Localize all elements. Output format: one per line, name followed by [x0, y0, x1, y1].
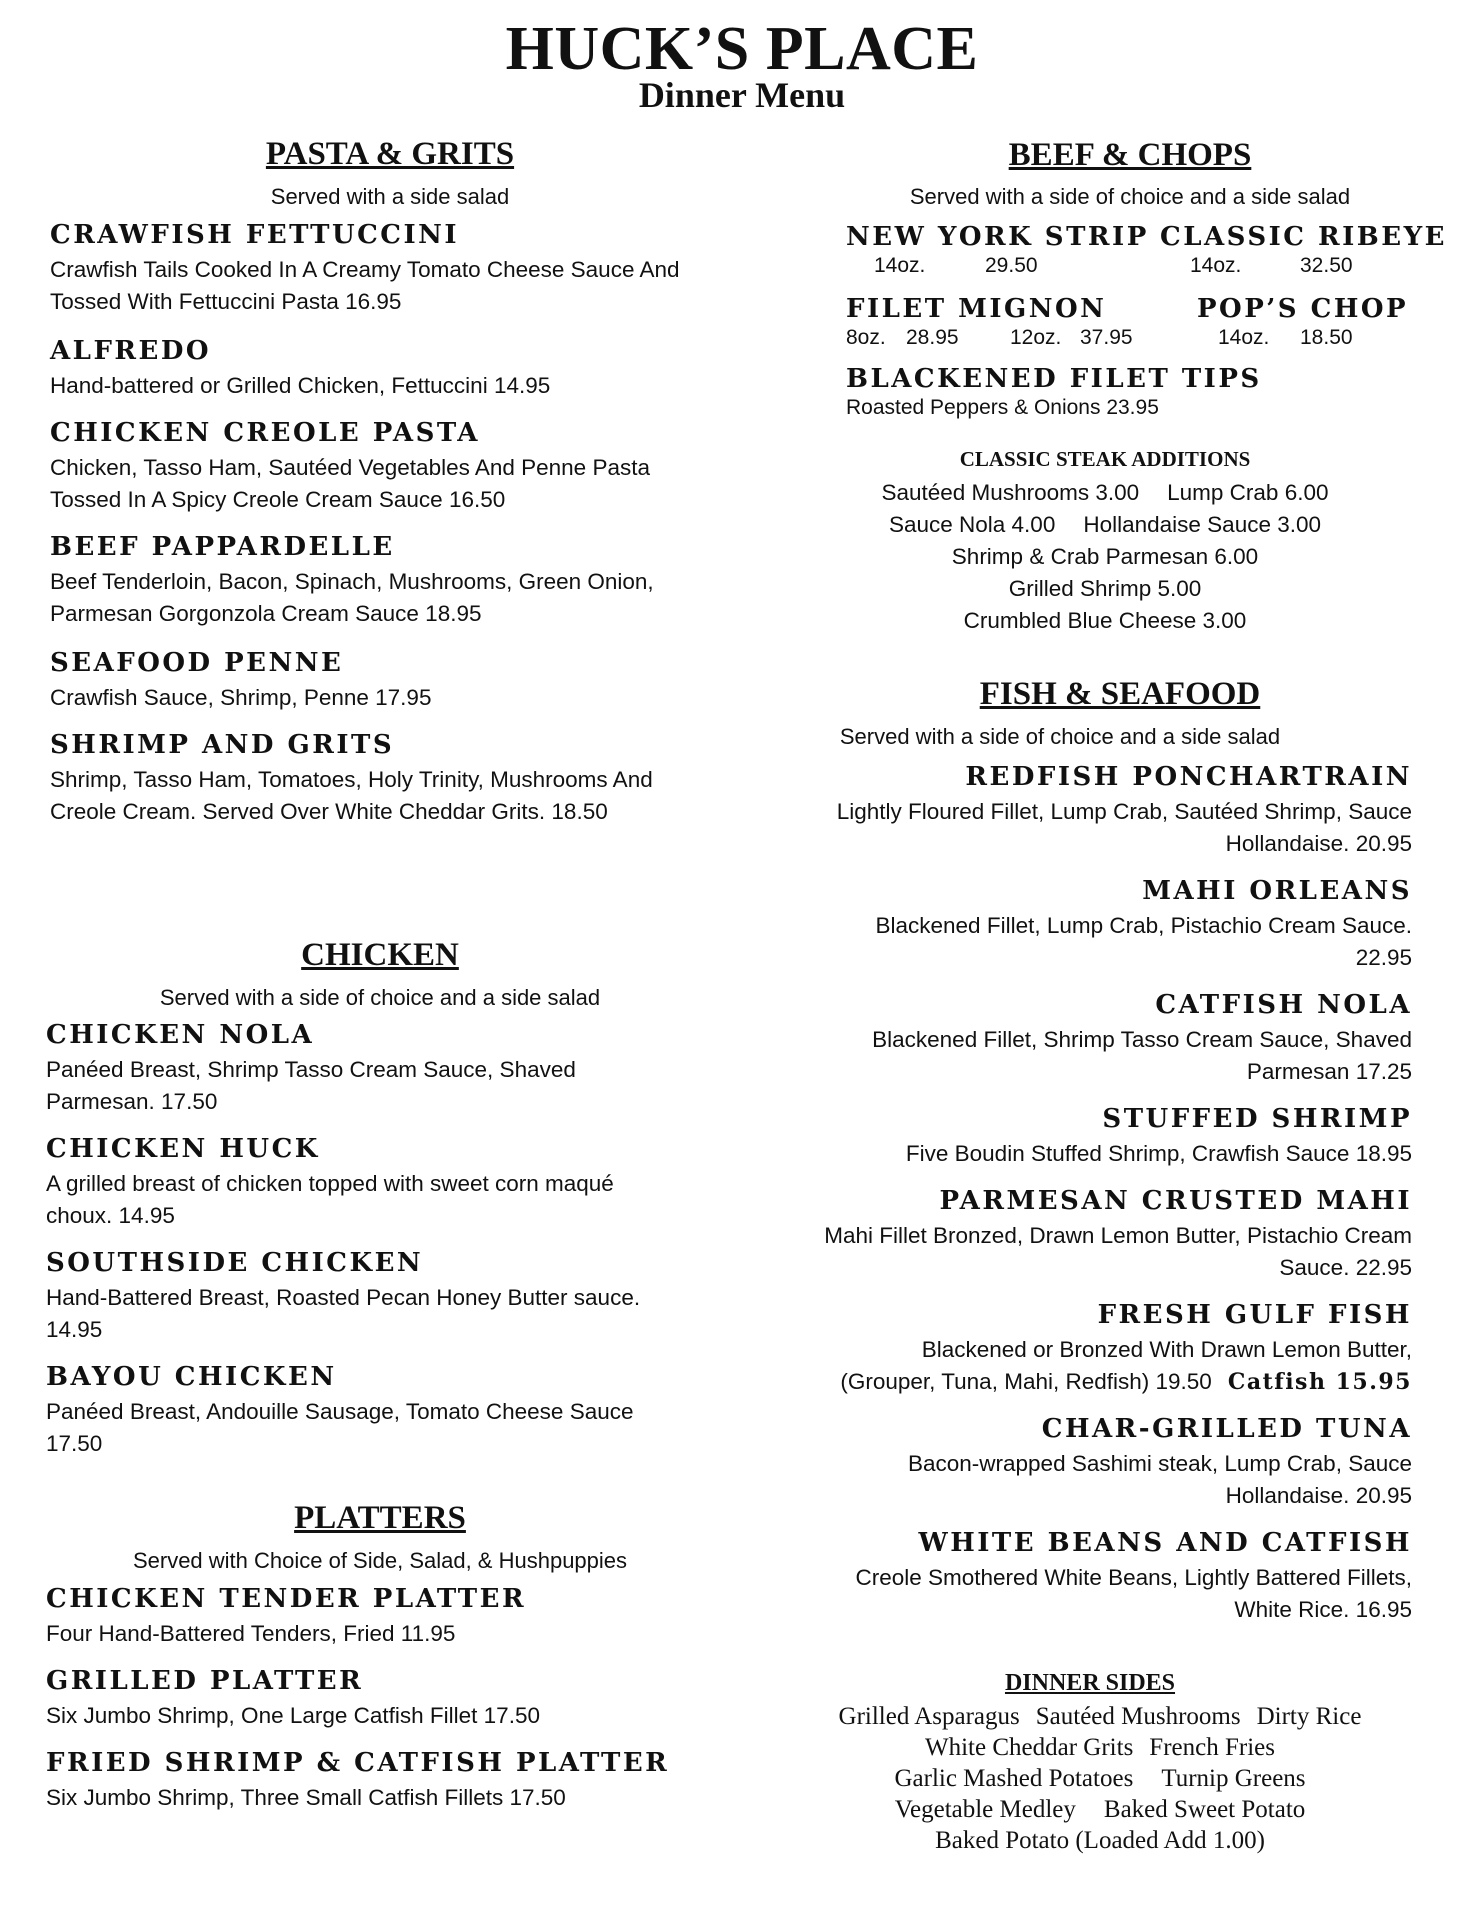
additions-row [780, 512, 1430, 538]
menu-item-desc: Tossed In A Spicy Creole Cream Sauce 16.50 [50, 487, 506, 512]
menu-item-desc: Sauce. 22.95 [1279, 1255, 1412, 1280]
platters-heading: PLATTERS [294, 1500, 466, 1536]
menu-item-desc: Beef Tenderloin, Bacon, Spinach, Mushrooms, Green Onion, [50, 569, 654, 594]
side-item: French Fries [1149, 1734, 1275, 1761]
menu-item-desc: Chicken, Tasso Ham, Sautéed Vegetables And Penne Pasta [50, 455, 650, 480]
menu-item-name: CHAR-GRILLED TUNA [1041, 1414, 1412, 1444]
sides-row [780, 1703, 1420, 1731]
menu-item-name: MAHI ORLEANS [1142, 876, 1412, 906]
sides-row [780, 1765, 1420, 1793]
menu-item-desc: Blackened Fillet, Shrimp Tasso Cream Sauce, Shaved [872, 1027, 1412, 1052]
menu-item-desc: Shrimp, Tasso Ham, Tomatoes, Holy Trinity, Mushrooms And [50, 767, 653, 792]
side-item: Turnip Greens [1161, 1765, 1306, 1792]
menu-item-desc: Creole Smothered White Beans, Lightly Battered Fillets, [855, 1565, 1412, 1590]
steak-price: 28.95 [906, 326, 959, 349]
side-item: Baked Potato (Loaded Add 1.00) [935, 1827, 1265, 1854]
menu-item-name: BEEF PAPPARDELLE [50, 532, 395, 562]
menu-item-name: BAYOU CHICKEN [46, 1362, 337, 1392]
addition-item: Hollandaise Sauce 3.00 [1083, 512, 1322, 537]
menu-item-desc: Crawfish Sauce, Shrimp, Penne 17.95 [50, 685, 432, 710]
addition-item: Sautéed Mushrooms 3.00 [881, 480, 1140, 505]
steak-size: 8oz. [846, 326, 886, 349]
menu-item-desc: Six Jumbo Shrimp, Three Small Catfish Fillets 17.50 [46, 1785, 566, 1810]
additions-row [780, 480, 1430, 506]
side-item: Baked Sweet Potato [1103, 1796, 1306, 1823]
menu-item-name: PARMESAN CRUSTED MAHI [939, 1186, 1412, 1216]
addition-item: Crumbled Blue Cheese 3.00 [963, 608, 1247, 633]
addition-item: Sauce Nola 4.00 [888, 512, 1056, 537]
side-item: Vegetable Medley [894, 1796, 1076, 1823]
menu-item-desc: 17.50 [46, 1431, 103, 1456]
steak-size: 14oz. [874, 254, 926, 277]
menu-item-name: WHITE BEANS AND CATFISH [918, 1528, 1412, 1558]
steak-price: 32.50 [1300, 254, 1353, 277]
menu-item-name: CRAWFISH FETTUCCINI [50, 220, 460, 250]
chicken-heading: CHICKEN [301, 937, 459, 973]
menu-item-name: CHICKEN CREOLE PASTA [50, 418, 480, 448]
menu-item-desc: 22.95 [1355, 945, 1412, 970]
sides-heading: DINNER SIDES [1004, 1670, 1176, 1696]
addition-item: Grilled Shrimp 5.00 [1008, 576, 1202, 601]
platters-subheading: Served with Choice of Side, Salad, & Hushpuppies [132, 1548, 628, 1573]
side-item: Garlic Mashed Potatoes [894, 1765, 1134, 1792]
menu-subtitle: Dinner Menu [638, 75, 846, 115]
menu-item-desc: Parmesan 17.25 [1246, 1059, 1412, 1084]
menu-item-desc: Four Hand-Battered Tenders, Fried 11.95 [46, 1621, 456, 1646]
menu-item-desc: Creole Cream. Served Over White Cheddar Grits. 18.50 [50, 799, 608, 824]
steak-name-ny-strip: NEW YORK STRIP [846, 222, 1149, 252]
side-item: White Cheddar Grits [925, 1734, 1134, 1761]
menu-item-desc: Blackened Fillet, Lump Crab, Pistachio Cream Sauce. [875, 913, 1412, 938]
beef-subheading: Served with a side of choice and a side salad [909, 184, 1351, 209]
menu-item-desc: 14.95 [46, 1317, 103, 1342]
additions-heading: CLASSIC STEAK ADDITIONS [959, 447, 1251, 471]
menu-item-desc: (Grouper, Tuna, Mahi, Redfish) 19.50 [840, 1369, 1212, 1394]
menu-item-desc: Blackened or Bronzed With Drawn Lemon Butter, [921, 1337, 1412, 1362]
catfish-price: Catfish 15.95 [1227, 1369, 1412, 1395]
menu-item-desc: Bacon-wrapped Sashimi steak, Lump Crab, Sauce [907, 1451, 1412, 1476]
menu-item-desc: choux. 14.95 [46, 1203, 175, 1228]
menu-item-name: SEAFOOD PENNE [50, 648, 344, 678]
menu-item-name: GRILLED PLATTER [46, 1666, 364, 1696]
menu-item-name: SHRIMP AND GRITS [50, 730, 395, 760]
fish-heading: FISH & SEAFOOD [979, 676, 1261, 712]
menu-item-name: CATFISH NOLA [1155, 990, 1412, 1020]
menu-item-desc: Panéed Breast, Shrimp Tasso Cream Sauce, Shaved [46, 1057, 576, 1082]
steak-desc: Roasted Peppers & Onions 23.95 [846, 396, 1159, 419]
restaurant-name: HUCK’S PLACE [505, 15, 979, 83]
menu-item-name: STUFFED SHRIMP [1102, 1104, 1412, 1134]
menu-item-name: CHICKEN TENDER PLATTER [46, 1584, 527, 1614]
steak-size: 14oz. [1190, 254, 1242, 277]
menu-item-desc-row [840, 1366, 1412, 1398]
sides-row [780, 1734, 1420, 1762]
side-item: Grilled Asparagus [838, 1703, 1020, 1730]
menu-item-desc: Tossed With Fettuccini Pasta 16.95 [50, 289, 402, 314]
addition-item: Lump Crab 6.00 [1167, 480, 1329, 505]
addition-item: Shrimp & Crab Parmesan 6.00 [951, 544, 1259, 569]
menu-item-name: FRESH GULF FISH [1097, 1300, 1412, 1330]
steak-price: 37.95 [1080, 326, 1133, 349]
menu-item-name: SOUTHSIDE CHICKEN [46, 1248, 424, 1278]
steak-name-ribeye: CLASSIC RIBEYE [1160, 222, 1447, 252]
menu-item-desc: Lightly Floured Fillet, Lump Crab, Sautéed Shrimp, Sauce [836, 799, 1412, 824]
menu-item-desc: Crawfish Tails Cooked In A Creamy Tomato Cheese Sauce And [50, 257, 680, 282]
side-item: Dirty Rice [1256, 1703, 1362, 1730]
side-item: Sautéed Mushrooms [1035, 1703, 1241, 1730]
sides-row [780, 1796, 1420, 1824]
menu-item-name: FRIED SHRIMP & CATFISH PLATTER [46, 1748, 670, 1778]
beef-heading: BEEF & CHOPS [1008, 137, 1252, 173]
steak-price: 18.50 [1300, 326, 1353, 349]
steak-name-pops-chop: POP’S CHOP [1197, 294, 1409, 324]
menu-item-desc: Five Boudin Stuffed Shrimp, Crawfish Sauce 18.95 [905, 1141, 1412, 1166]
steak-size: 14oz. [1218, 326, 1270, 349]
menu-item-desc: Mahi Fillet Bronzed, Drawn Lemon Butter, Pistachio Cream [824, 1223, 1412, 1248]
menu-item-name: ALFREDO [50, 336, 212, 366]
menu-item-desc: Parmesan Gorgonzola Cream Sauce 18.95 [50, 601, 482, 626]
steak-name-filet-tips: BLACKENED FILET TIPS [846, 364, 1262, 394]
pasta-heading: PASTA & GRITS [265, 136, 515, 172]
chicken-subheading: Served with a side of choice and a side salad [159, 985, 601, 1010]
menu-item-desc: Hand-Battered Breast, Roasted Pecan Honey Butter sauce. [46, 1285, 641, 1310]
menu-item-desc: Hollandaise. 20.95 [1225, 1483, 1412, 1508]
menu-item-name: CHICKEN NOLA [46, 1020, 315, 1050]
menu-item-desc: Six Jumbo Shrimp, One Large Catfish Fillet 17.50 [46, 1703, 540, 1728]
menu-item-name: CHICKEN HUCK [46, 1134, 320, 1164]
steak-size: 12oz. [1010, 326, 1062, 349]
menu-item-desc: White Rice. 16.95 [1234, 1597, 1412, 1622]
steak-name-filet: FILET MIGNON [846, 294, 1107, 324]
steak-price: 29.50 [985, 254, 1038, 277]
menu-item-name: REDFISH PONCHARTRAIN [965, 762, 1412, 792]
pasta-subheading: Served with a side salad [270, 184, 510, 209]
menu-item-desc: Parmesan. 17.50 [46, 1089, 218, 1114]
menu-item-desc: A grilled breast of chicken topped with sweet corn maqué [46, 1171, 614, 1196]
menu-item-desc: Panéed Breast, Andouille Sausage, Tomato Cheese Sauce [46, 1399, 634, 1424]
fish-subheading: Served with a side of choice and a side salad [839, 724, 1281, 749]
menu-item-desc: Hand-battered or Grilled Chicken, Fettuccini 14.95 [50, 373, 551, 398]
menu-item-desc: Hollandaise. 20.95 [1225, 831, 1412, 856]
